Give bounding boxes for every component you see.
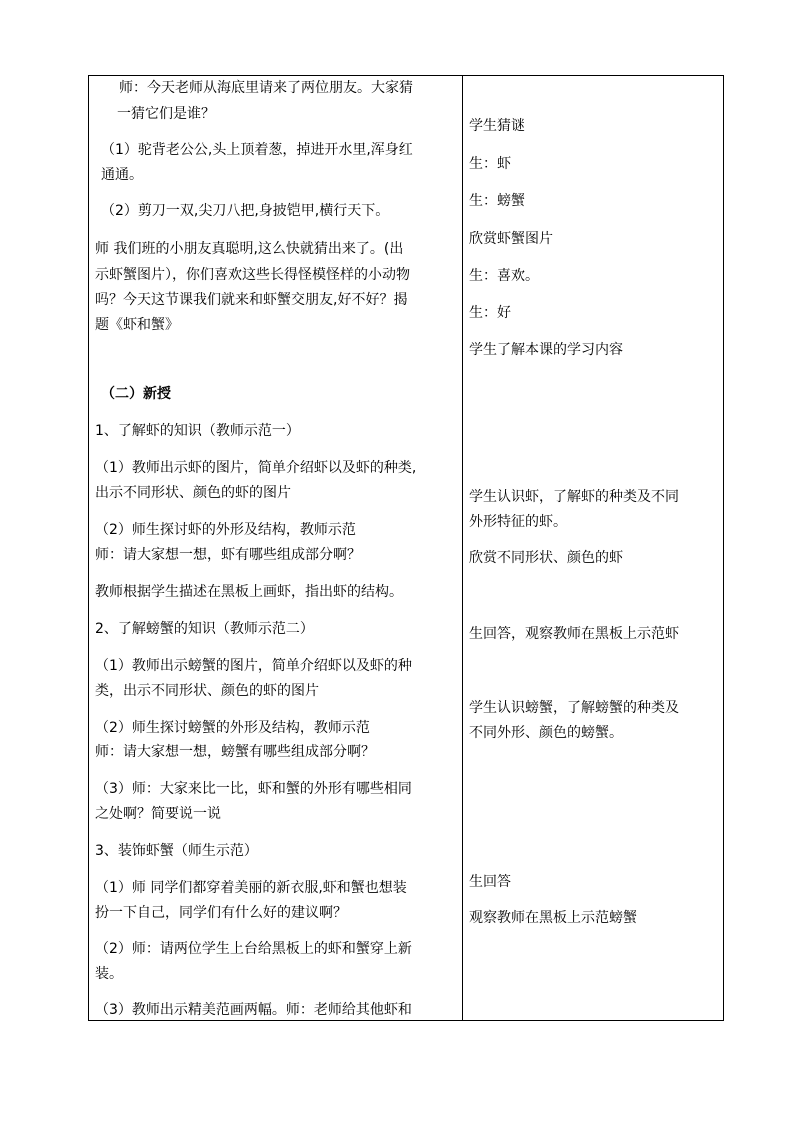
left-line: 一猜它们是谁？ <box>117 106 215 122</box>
lesson-plan-table <box>88 75 724 1021</box>
left-line: 通通。 <box>101 167 143 183</box>
column-divider <box>462 76 463 1020</box>
right-line: 生：螃蟹 <box>469 193 525 209</box>
right-line: 不同外形、颜色的螃蟹。 <box>469 725 623 741</box>
right-line: 生：喜欢。 <box>469 268 539 284</box>
left-line: （2）剪刀一双,尖刀八把,身披铠甲,横行天下。 <box>101 203 390 219</box>
right-line: 学生猜谜 <box>469 118 525 134</box>
left-line: 出示不同形状、颜色的虾的图片 <box>95 485 291 501</box>
left-line: （1）师 同学们都穿着美丽的新衣服,虾和蟹也想装 <box>95 880 407 896</box>
left-line: 扮一下自己，同学们有什么好的建议啊？ <box>95 905 347 921</box>
left-line: （3）教师出示精美范画两幅。师：老师给其他虾和 <box>95 1002 412 1018</box>
right-line: 欣赏虾蟹图片 <box>469 231 553 247</box>
right-line: 生回答 <box>469 874 511 890</box>
right-line: 生：好 <box>469 305 511 321</box>
left-line: 类，出示不同形状、颜色的虾的图片 <box>95 683 319 699</box>
left-line: 师 我们班的小朋友真聪明,这么快就猜出来了。(出 <box>95 241 404 257</box>
left-line: 师：请大家想一想，螃蟹有哪些组成部分啊？ <box>95 744 375 760</box>
left-line: （2）师：请两位学生上台给黑板上的虾和蟹穿上新 <box>95 941 412 957</box>
right-line: 学生了解本课的学习内容 <box>469 342 623 358</box>
left-line: 装。 <box>95 966 123 982</box>
left-line: （2）师生探讨螃蟹的外形及结构，教师示范 <box>95 720 370 736</box>
subsection-heading: 1、了解虾的知识（教师示范一） <box>95 423 300 439</box>
section-heading: （二）新授 <box>101 386 171 402</box>
right-line: 外形特征的虾。 <box>469 514 567 530</box>
left-line: （2）师生探讨虾的外形及结构，教师示范 <box>95 522 356 538</box>
subsection-heading: 2、了解螃蟹的知识（教师示范二） <box>95 621 314 637</box>
left-line: 之处啊？简要说一说 <box>95 806 221 822</box>
left-line: 师：请大家想一想，虾有哪些组成部分啊？ <box>95 547 361 563</box>
left-line: 师：今天老师从海底里请来了两位朋友。大家猜 <box>119 80 413 96</box>
subsection-heading: 3、装饰虾蟹（师生示范） <box>95 843 258 859</box>
left-line: 示虾蟹图片），你们喜欢这些长得怪模怪样的小动物 <box>95 267 410 283</box>
left-line: 题《虾和蟹》 <box>95 317 179 333</box>
left-line: 教师根据学生描述在黑板上画虾，指出虾的结构。 <box>95 584 403 600</box>
right-line: 观察教师在黑板上示范螃蟹 <box>469 910 637 926</box>
left-line: 吗？今天这节课我们就来和虾蟹交朋友,好不好？揭 <box>95 292 408 308</box>
left-line: （3）师：大家来比一比，虾和蟹的外形有哪些相同 <box>95 781 412 797</box>
left-line: （1）教师出示螃蟹的图片，简单介绍虾以及虾的种 <box>95 658 412 674</box>
left-line: （1）驼背老公公,头上顶着葱，掉进开水里,浑身红 <box>101 142 413 158</box>
left-line: （1）教师出示虾的图片，简单介绍虾以及虾的种类, <box>95 460 417 476</box>
right-line: 欣赏不同形状、颜色的虾 <box>469 550 623 566</box>
right-line: 学生认识螃蟹，了解螃蟹的种类及 <box>469 700 679 716</box>
right-line: 生：虾 <box>469 156 511 172</box>
right-line: 学生认识虾，了解虾的种类及不同 <box>469 489 679 505</box>
right-line: 生回答，观察教师在黑板上示范虾 <box>469 626 679 642</box>
